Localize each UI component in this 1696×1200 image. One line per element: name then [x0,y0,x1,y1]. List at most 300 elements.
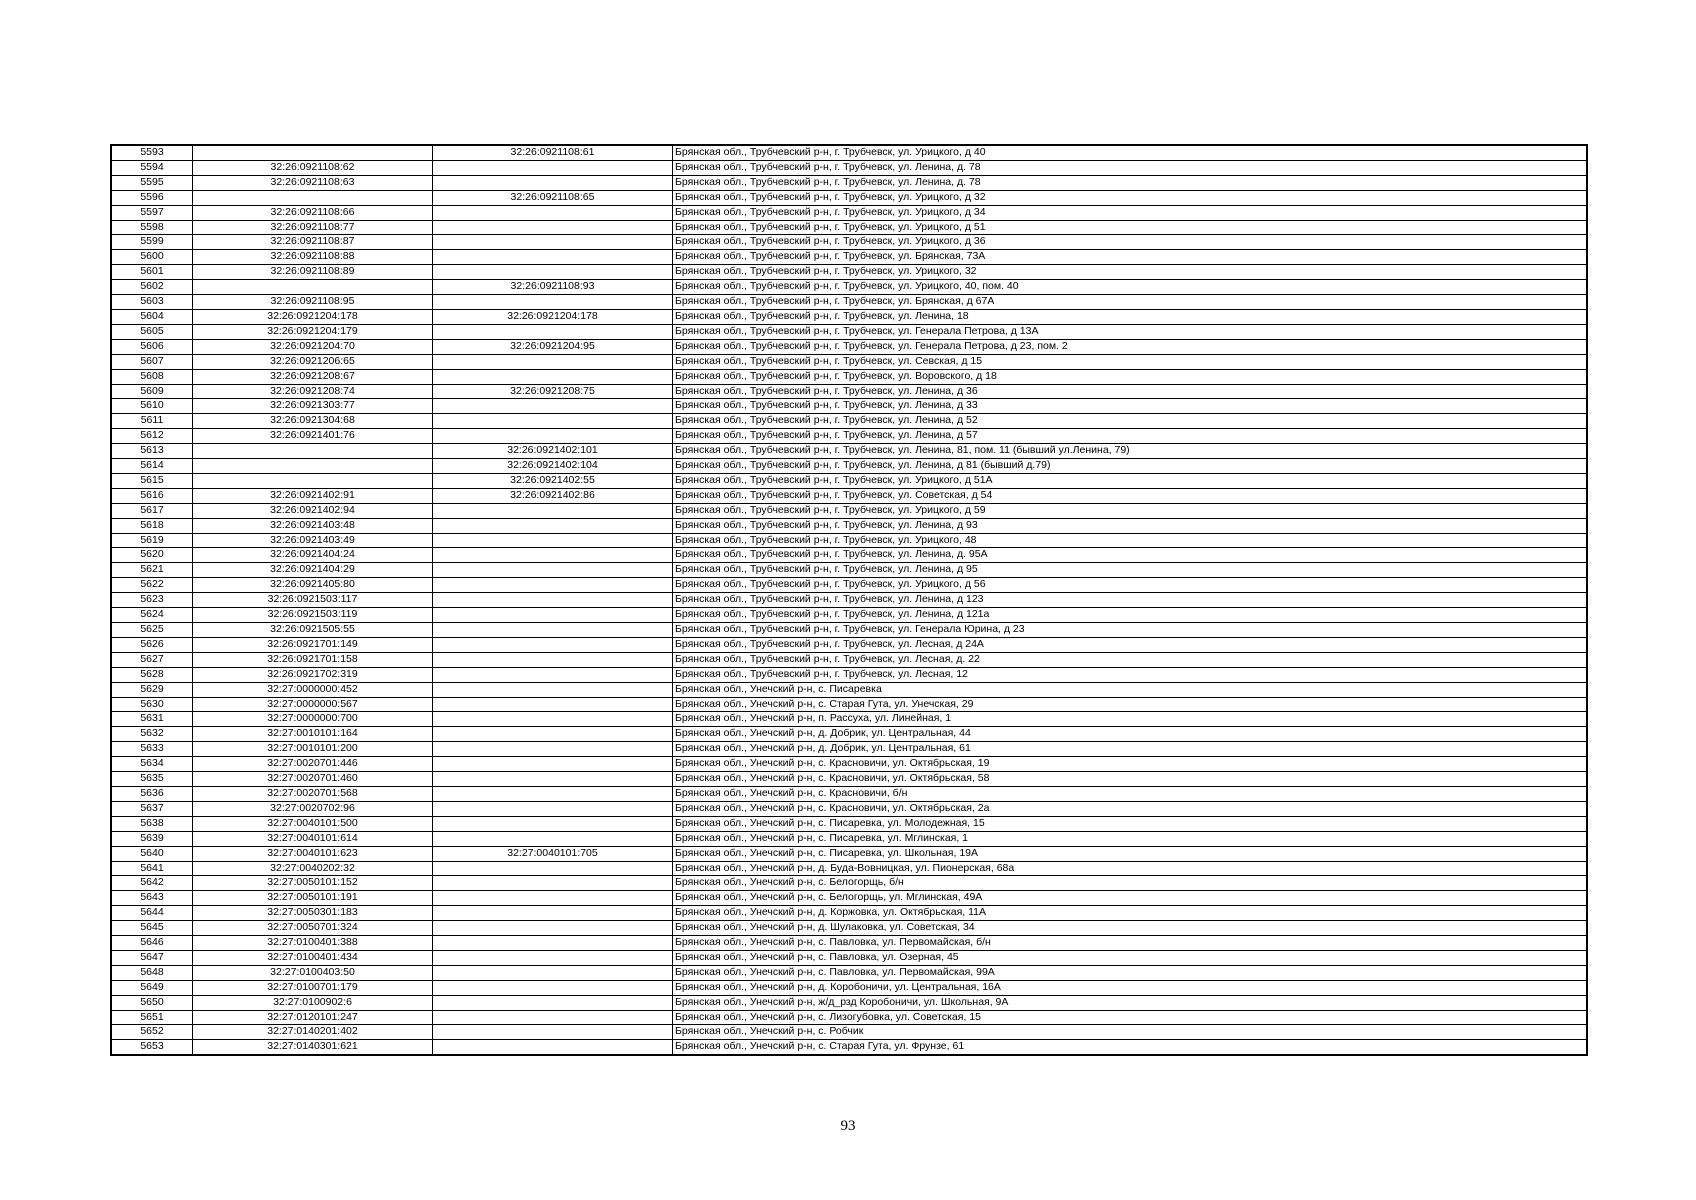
table-row [111,473,1587,488]
row-number-cell: 5652 [111,1025,193,1040]
row-number-cell: 5625 [111,623,193,638]
table-row [111,786,1587,801]
cadastral-number-cell: 32:27:0040101:614 [193,831,433,846]
related-cadastral-number-cell [433,578,673,593]
related-cadastral-number-cell [433,235,673,250]
row-number-cell: 5602 [111,280,193,295]
related-cadastral-number-cell [433,995,673,1010]
cadastral-number-cell: 32:27:0040101:500 [193,816,433,831]
related-cadastral-number-cell [433,265,673,280]
cadastral-number-cell [193,280,433,295]
address-cell: Брянская обл., Трубчевский р-н, г. Трубчевск, ул. Брянская, 73А [673,250,1588,265]
address-cell: Брянская обл., Трубчевский р-н, г. Трубчевск, ул. Ленина, д 93 [673,518,1588,533]
row-number-cell: 5615 [111,473,193,488]
cadastral-number-cell: 32:27:0040202:32 [193,861,433,876]
related-cadastral-number-cell [433,1010,673,1025]
related-cadastral-number-cell [433,906,673,921]
row-number-cell: 5648 [111,965,193,980]
row-number-cell: 5612 [111,429,193,444]
cadastral-number-cell: 32:26:0921108:87 [193,235,433,250]
row-number-cell: 5616 [111,488,193,503]
related-cadastral-number-cell [433,160,673,175]
row-number-cell: 5607 [111,354,193,369]
registry-table-body [111,145,1587,1055]
table-row [111,339,1587,354]
cadastral-number-cell: 32:27:0100401:434 [193,950,433,965]
related-cadastral-number-cell [433,667,673,682]
row-number-cell: 5618 [111,518,193,533]
address-cell: Брянская обл., Трубчевский р-н, г. Трубчевск, ул. Ленина, д. 95А [673,548,1588,563]
related-cadastral-number-cell [433,593,673,608]
table-row [111,384,1587,399]
related-cadastral-number-cell [433,220,673,235]
table-row [111,667,1587,682]
row-number-cell: 5608 [111,369,193,384]
table-row [111,399,1587,414]
related-cadastral-number-cell [433,950,673,965]
row-number-cell: 5638 [111,816,193,831]
related-cadastral-number-cell: 32:26:0921402:86 [433,488,673,503]
cadastral-number-cell: 32:27:0100902:6 [193,995,433,1010]
cadastral-number-cell: 32:27:0050701:324 [193,921,433,936]
cadastral-number-cell: 32:27:0100403:50 [193,965,433,980]
address-cell: Брянская обл., Трубчевский р-н, г. Трубчевск, ул. Урицкого, д 56 [673,578,1588,593]
address-cell: Брянская обл., Унечский р-н, с. Павловка, ул. Первомайская, б/н [673,936,1588,951]
related-cadastral-number-cell [433,250,673,265]
row-number-cell: 5623 [111,593,193,608]
address-cell: Брянская обл., Унечский р-н, с. Лизогубовка, ул. Советская, 15 [673,1010,1588,1025]
address-cell: Брянская обл., Унечский р-н, с. Писаревка, ул. Молодежная, 15 [673,816,1588,831]
address-cell: Брянская обл., Трубчевский р-н, г. Трубчевск, ул. Урицкого, д 51 [673,220,1588,235]
address-cell: Брянская обл., Трубчевский р-н, г. Трубчевск, ул. Ленина, д 33 [673,399,1588,414]
related-cadastral-number-cell [433,563,673,578]
table-row [111,1040,1587,1055]
row-number-cell: 5631 [111,712,193,727]
cadastral-number-cell: 32:26:0921402:94 [193,503,433,518]
related-cadastral-number-cell: 32:26:0921208:75 [433,384,673,399]
row-number-cell: 5601 [111,265,193,280]
address-cell: Брянская обл., Трубчевский р-н, г. Трубчевск, ул. Лесная, 12 [673,667,1588,682]
address-cell: Брянская обл., Унечский р-н, с. Писаревка, ул. Мглинская, 1 [673,831,1588,846]
row-number-cell: 5636 [111,786,193,801]
cadastral-number-cell: 32:27:0020701:460 [193,772,433,787]
cadastral-number-cell: 32:26:0921702:319 [193,667,433,682]
table-row [111,906,1587,921]
address-cell: Брянская обл., Трубчевский р-н, г. Трубчевск, ул. Лесная, д 24А [673,637,1588,652]
address-cell: Брянская обл., Унечский р-н, д. Добрик, ул. Центральная, 44 [673,727,1588,742]
row-number-cell: 5609 [111,384,193,399]
address-cell: Брянская обл., Унечский р-н, д. Коржовка, ул. Октябрьская, 11А [673,906,1588,921]
address-cell: Брянская обл., Трубчевский р-н, г. Трубчевск, ул. Ленина, 18 [673,309,1588,324]
table-row [111,429,1587,444]
table-row [111,578,1587,593]
row-number-cell: 5610 [111,399,193,414]
related-cadastral-number-cell [433,816,673,831]
row-number-cell: 5650 [111,995,193,1010]
row-number-cell: 5622 [111,578,193,593]
address-cell: Брянская обл., Трубчевский р-н, г. Трубчевск, ул. Ленина, 81, пом. 11 (бывший ул.Ленина, 79) [673,444,1588,459]
cadastral-number-cell: 32:27:0000000:567 [193,697,433,712]
table-row [111,205,1587,220]
table-row [111,295,1587,310]
related-cadastral-number-cell [433,205,673,220]
related-cadastral-number-cell [433,1040,673,1055]
cadastral-number-cell: 32:27:0120101:247 [193,1010,433,1025]
cadastral-number-cell: 32:27:0020702:96 [193,801,433,816]
table-row [111,145,1587,160]
table-row [111,727,1587,742]
related-cadastral-number-cell [433,548,673,563]
address-cell: Брянская обл., Трубчевский р-н, г. Трубчевск, ул. Урицкого, 32 [673,265,1588,280]
row-number-cell: 5633 [111,742,193,757]
table-row [111,980,1587,995]
table-row [111,175,1587,190]
cadastral-number-cell [193,190,433,205]
cadastral-number-cell: 32:26:0921108:62 [193,160,433,175]
cadastral-number-cell: 32:26:0921404:29 [193,563,433,578]
row-number-cell: 5629 [111,682,193,697]
cadastral-number-cell: 32:27:0000000:700 [193,712,433,727]
related-cadastral-number-cell [433,503,673,518]
row-number-cell: 5644 [111,906,193,921]
table-row [111,354,1587,369]
address-cell: Брянская обл., Унечский р-н, д. Добрик, ул. Центральная, 61 [673,742,1588,757]
cadastral-number-cell: 32:26:0921208:74 [193,384,433,399]
table-row [111,160,1587,175]
table-row [111,831,1587,846]
row-number-cell: 5627 [111,652,193,667]
cadastral-number-cell: 32:26:0921204:178 [193,309,433,324]
related-cadastral-number-cell [433,637,673,652]
related-cadastral-number-cell [433,414,673,429]
cadastral-number-cell: 32:27:0050101:152 [193,876,433,891]
address-cell: Брянская обл., Унечский р-н, ж/д_рзд Коробоничи, ул. Школьная, 9А [673,995,1588,1010]
table-row [111,518,1587,533]
table-row [111,533,1587,548]
table-row [111,652,1587,667]
address-cell: Брянская обл., Унечский р-н, с. Белогорщь, б/н [673,876,1588,891]
related-cadastral-number-cell [433,936,673,951]
row-number-cell: 5653 [111,1040,193,1055]
address-cell: Брянская обл., Унечский р-н, с. Красновичи, ул. Октябрьская, 19 [673,757,1588,772]
related-cadastral-number-cell [433,921,673,936]
address-cell: Брянская обл., Унечский р-н, с. Белогорщь, ул. Мглинская, 49А [673,891,1588,906]
address-cell: Брянская обл., Унечский р-н, д. Шулаковка, ул. Советская, 34 [673,921,1588,936]
address-cell: Брянская обл., Трубчевский р-н, г. Трубчевск, ул. Ленина, д 123 [673,593,1588,608]
table-row [111,250,1587,265]
row-number-cell: 5594 [111,160,193,175]
cadastral-number-cell: 32:26:0921505:55 [193,623,433,638]
related-cadastral-number-cell [433,831,673,846]
row-number-cell: 5642 [111,876,193,891]
related-cadastral-number-cell [433,682,673,697]
cadastral-number-cell: 32:27:0100401:388 [193,936,433,951]
cadastral-number-cell: 32:27:0020701:446 [193,757,433,772]
table-row [111,593,1587,608]
address-cell: Брянская обл., Унечский р-н, с. Писаревка [673,682,1588,697]
related-cadastral-number-cell: 32:27:0040101:705 [433,846,673,861]
table-row [111,861,1587,876]
address-cell: Брянская обл., Трубчевский р-н, г. Трубчевск, ул. Генерала Юрина, д 23 [673,623,1588,638]
row-number-cell: 5600 [111,250,193,265]
related-cadastral-number-cell [433,801,673,816]
address-cell: Брянская обл., Трубчевский р-н, г. Трубчевск, ул. Урицкого, д 59 [673,503,1588,518]
row-number-cell: 5651 [111,1010,193,1025]
cadastral-number-cell: 32:27:0050101:191 [193,891,433,906]
cadastral-number-cell: 32:27:0040101:623 [193,846,433,861]
row-number-cell: 5626 [111,637,193,652]
row-number-cell: 5640 [111,846,193,861]
table-row [111,876,1587,891]
cadastral-number-cell [193,145,433,160]
address-cell: Брянская обл., Унечский р-н, с. Павловка, ул. Первомайская, 99А [673,965,1588,980]
related-cadastral-number-cell [433,652,673,667]
related-cadastral-number-cell [433,742,673,757]
row-number-cell: 5639 [111,831,193,846]
table-row [111,503,1587,518]
address-cell: Брянская обл., Унечский р-н, с. Красновичи, б/н [673,786,1588,801]
table-row [111,265,1587,280]
cadastral-number-cell: 32:26:0921108:63 [193,175,433,190]
table-row [111,950,1587,965]
table-row [111,488,1587,503]
table-row [111,414,1587,429]
table-row [111,936,1587,951]
related-cadastral-number-cell [433,429,673,444]
address-cell: Брянская обл., Трубчевский р-н, г. Трубчевск, ул. Ленина, д. 78 [673,175,1588,190]
cadastral-number-cell: 32:26:0921503:117 [193,593,433,608]
row-number-cell: 5611 [111,414,193,429]
row-number-cell: 5634 [111,757,193,772]
row-number-cell: 5641 [111,861,193,876]
row-number-cell: 5649 [111,980,193,995]
address-cell: Брянская обл., Унечский р-н, с. Робчик [673,1025,1588,1040]
row-number-cell: 5596 [111,190,193,205]
related-cadastral-number-cell [433,175,673,190]
table-row [111,1010,1587,1025]
cadastral-number-cell: 32:27:0000000:452 [193,682,433,697]
cadastral-number-cell: 32:26:0921403:49 [193,533,433,548]
table-row [111,682,1587,697]
row-number-cell: 5613 [111,444,193,459]
related-cadastral-number-cell: 32:26:0921402:101 [433,444,673,459]
address-cell: Брянская обл., Трубчевский р-н, г. Трубчевск, ул. Севская, д 15 [673,354,1588,369]
related-cadastral-number-cell: 32:26:0921204:95 [433,339,673,354]
address-cell: Брянская обл., Трубчевский р-н, г. Трубчевск, ул. Урицкого, д 36 [673,235,1588,250]
row-number-cell: 5614 [111,459,193,474]
table-row [111,563,1587,578]
cadastral-number-cell: 32:26:0921108:95 [193,295,433,310]
row-number-cell: 5621 [111,563,193,578]
cadastral-number-cell: 32:27:0020701:568 [193,786,433,801]
cadastral-number-cell: 32:27:0140201:402 [193,1025,433,1040]
row-number-cell: 5635 [111,772,193,787]
table-row [111,309,1587,324]
cadastral-number-cell: 32:26:0921208:67 [193,369,433,384]
cadastral-number-cell: 32:27:0050301:183 [193,906,433,921]
address-cell: Брянская обл., Унечский р-н, с. Старая Гута, ул. Унечская, 29 [673,697,1588,712]
related-cadastral-number-cell [433,757,673,772]
related-cadastral-number-cell [433,608,673,623]
cadastral-number-cell: 32:27:0140301:621 [193,1040,433,1055]
cadastral-number-cell: 32:26:0921701:158 [193,652,433,667]
cadastral-number-cell [193,473,433,488]
address-cell: Брянская обл., Трубчевский р-н, г. Трубчевск, ул. Урицкого, 40, пом. 40 [673,280,1588,295]
table-row [111,995,1587,1010]
cadastral-number-cell: 32:26:0921204:70 [193,339,433,354]
address-cell: Брянская обл., Трубчевский р-н, г. Трубчевск, ул. Ленина, д 81 (бывший д.79) [673,459,1588,474]
address-cell: Брянская обл., Трубчевский р-н, г. Трубчевск, ул. Ленина, д 57 [673,429,1588,444]
table-row [111,608,1587,623]
cadastral-number-cell: 32:27:0010101:200 [193,742,433,757]
address-cell: Брянская обл., Унечский р-н, п. Рассуха, ул. Линейная, 1 [673,712,1588,727]
cadastral-number-cell: 32:26:0921304:68 [193,414,433,429]
row-number-cell: 5646 [111,936,193,951]
table-row [111,891,1587,906]
address-cell: Брянская обл., Трубчевский р-н, г. Трубчевск, ул. Урицкого, д 40 [673,145,1588,160]
row-number-cell: 5647 [111,950,193,965]
cadastral-number-cell [193,459,433,474]
address-cell: Брянская обл., Унечский р-н, с. Красновичи, ул. Октябрьская, 2а [673,801,1588,816]
table-row [111,846,1587,861]
related-cadastral-number-cell [433,980,673,995]
related-cadastral-number-cell [433,324,673,339]
registry-table [110,144,1588,1056]
table-row [111,772,1587,787]
cadastral-number-cell: 32:26:0921701:149 [193,637,433,652]
cadastral-number-cell [193,444,433,459]
address-cell: Брянская обл., Унечский р-н, с. Павловка, ул. Озерная, 45 [673,950,1588,965]
row-number-cell: 5643 [111,891,193,906]
row-number-cell: 5630 [111,697,193,712]
table-row [111,637,1587,652]
address-cell: Брянская обл., Унечский р-н, д. Коробоничи, ул. Центральная, 16А [673,980,1588,995]
cadastral-number-cell: 32:27:0010101:164 [193,727,433,742]
related-cadastral-number-cell [433,518,673,533]
related-cadastral-number-cell [433,712,673,727]
cadastral-number-cell: 32:26:0921303:77 [193,399,433,414]
cadastral-number-cell: 32:26:0921204:179 [193,324,433,339]
address-cell: Брянская обл., Унечский р-н, д. Буда-Вовницкая, ул. Пионерская, 68а [673,861,1588,876]
cadastral-number-cell: 32:26:0921108:77 [193,220,433,235]
related-cadastral-number-cell [433,369,673,384]
row-number-cell: 5606 [111,339,193,354]
related-cadastral-number-cell [433,965,673,980]
related-cadastral-number-cell [433,876,673,891]
related-cadastral-number-cell [433,399,673,414]
table-row [111,324,1587,339]
related-cadastral-number-cell [433,891,673,906]
address-cell: Брянская обл., Унечский р-н, с. Писаревка, ул. Школьная, 19А [673,846,1588,861]
row-number-cell: 5605 [111,324,193,339]
row-number-cell: 5595 [111,175,193,190]
address-cell: Брянская обл., Трубчевский р-н, г. Трубчевск, ул. Ленина, д 121а [673,608,1588,623]
row-number-cell: 5597 [111,205,193,220]
table-row [111,623,1587,638]
related-cadastral-number-cell [433,697,673,712]
table-row [111,801,1587,816]
table-row [111,697,1587,712]
address-cell: Брянская обл., Трубчевский р-н, г. Трубчевск, ул. Ленина, д 95 [673,563,1588,578]
table-row [111,369,1587,384]
table-row [111,712,1587,727]
row-number-cell: 5632 [111,727,193,742]
related-cadastral-number-cell [433,533,673,548]
row-number-cell: 5619 [111,533,193,548]
related-cadastral-number-cell [433,861,673,876]
related-cadastral-number-cell: 32:26:0921108:61 [433,145,673,160]
row-number-cell: 5599 [111,235,193,250]
related-cadastral-number-cell [433,786,673,801]
row-number-cell: 5593 [111,145,193,160]
cadastral-number-cell: 32:27:0100701:179 [193,980,433,995]
related-cadastral-number-cell: 32:26:0921402:104 [433,459,673,474]
cadastral-number-cell: 32:26:0921108:89 [193,265,433,280]
address-cell: Брянская обл., Трубчевский р-н, г. Трубчевск, ул. Урицкого, 48 [673,533,1588,548]
address-cell: Брянская обл., Трубчевский р-н, г. Трубчевск, ул. Ленина, д. 78 [673,160,1588,175]
table-row [111,816,1587,831]
table-row [111,444,1587,459]
cadastral-number-cell: 32:26:0921401:76 [193,429,433,444]
related-cadastral-number-cell: 32:26:0921204:178 [433,309,673,324]
address-cell: Брянская обл., Трубчевский р-н, г. Трубчевск, ул. Советская, д 54 [673,488,1588,503]
table-row [111,548,1587,563]
row-number-cell: 5628 [111,667,193,682]
address-cell: Брянская обл., Трубчевский р-н, г. Трубчевск, ул. Лесная, д. 22 [673,652,1588,667]
related-cadastral-number-cell [433,295,673,310]
cadastral-number-cell: 32:26:0921405:80 [193,578,433,593]
cadastral-number-cell: 32:26:0921206:65 [193,354,433,369]
row-number-cell: 5603 [111,295,193,310]
address-cell: Брянская обл., Унечский р-н, с. Красновичи, ул. Октябрьская, 58 [673,772,1588,787]
row-number-cell: 5624 [111,608,193,623]
row-number-cell: 5620 [111,548,193,563]
table-row [111,742,1587,757]
related-cadastral-number-cell: 32:26:0921108:93 [433,280,673,295]
table-row [111,235,1587,250]
table-row [111,220,1587,235]
page-number: 93 [840,1118,856,1134]
related-cadastral-number-cell [433,772,673,787]
address-cell: Брянская обл., Трубчевский р-н, г. Трубчевск, ул. Ленина, д 52 [673,414,1588,429]
cadastral-number-cell: 32:26:0921403:48 [193,518,433,533]
row-number-cell: 5598 [111,220,193,235]
address-cell: Брянская обл., Трубчевский р-н, г. Трубчевск, ул. Урицкого, д 34 [673,205,1588,220]
related-cadastral-number-cell [433,1025,673,1040]
address-cell: Брянская обл., Трубчевский р-н, г. Трубчевск, ул. Генерала Петрова, д 13А [673,324,1588,339]
address-cell: Брянская обл., Трубчевский р-н, г. Трубчевск, ул. Урицкого, д 32 [673,190,1588,205]
address-cell: Брянская обл., Трубчевский р-н, г. Трубчевск, ул. Брянская, д 67А [673,295,1588,310]
row-number-cell: 5645 [111,921,193,936]
related-cadastral-number-cell: 32:26:0921108:65 [433,190,673,205]
address-cell: Брянская обл., Трубчевский р-н, г. Трубчевск, ул. Урицкого, д 51А [673,473,1588,488]
related-cadastral-number-cell [433,623,673,638]
table-row [111,757,1587,772]
address-cell: Брянская обл., Трубчевский р-н, г. Трубчевск, ул. Ленина, д 36 [673,384,1588,399]
table-row [111,965,1587,980]
cadastral-number-cell: 32:26:0921503:119 [193,608,433,623]
table-row [111,921,1587,936]
address-cell: Брянская обл., Трубчевский р-н, г. Трубчевск, ул. Воровского, д 18 [673,369,1588,384]
table-row [111,190,1587,205]
address-cell: Брянская обл., Унечский р-н, с. Старая Гута, ул. Фрунзе, 61 [673,1040,1588,1055]
cadastral-number-cell: 32:26:0921402:91 [193,488,433,503]
row-number-cell: 5637 [111,801,193,816]
cadastral-number-cell: 32:26:0921404:24 [193,548,433,563]
cadastral-number-cell: 32:26:0921108:66 [193,205,433,220]
row-number-cell: 5604 [111,309,193,324]
related-cadastral-number-cell [433,354,673,369]
